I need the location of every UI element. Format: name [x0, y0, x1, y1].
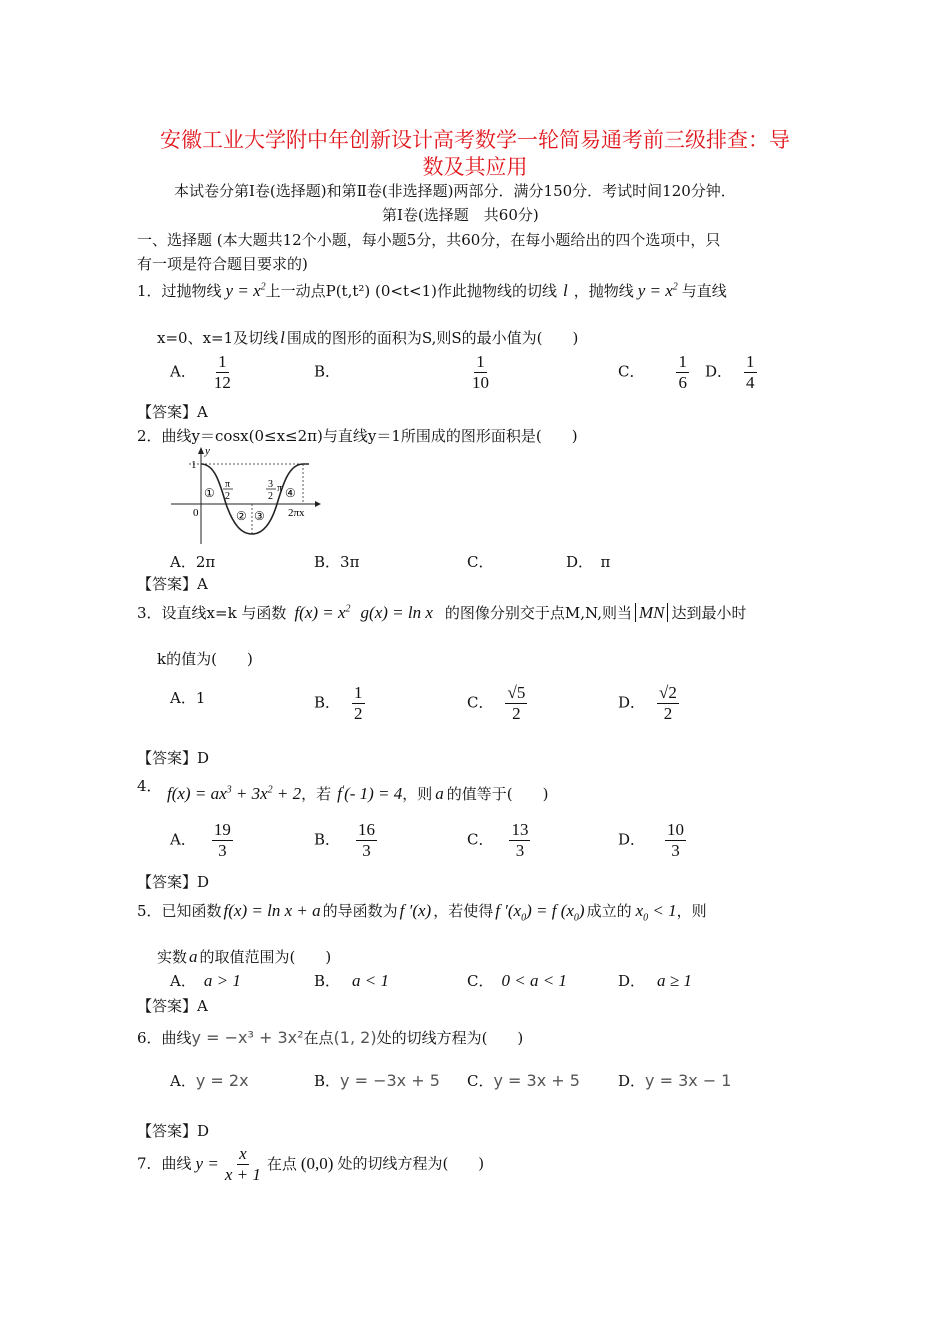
question-2-option-d[interactable]: D． π — [566, 553, 611, 571]
question-2-option-c[interactable]: C． — [467, 553, 494, 571]
graph-one-label: 1 — [191, 459, 197, 471]
question-5-stem: 5．已知函数 f(x) = ln x + a 的导函数为 f ′(x) ，若使得 f $'(x_0) = f$ $(x_0)$ 成立的 $x_0 < 1$，则 — [137, 901, 707, 924]
question-1-answer: 【答案】A — [137, 403, 208, 421]
question-5-option-c[interactable]: C． 0 < a < 1 — [467, 971, 567, 990]
intro-line: 本试卷分第Ⅰ卷(选择题)和第Ⅱ卷(非选择题)两部分．满分150分．考试时间120分钟． — [174, 182, 736, 200]
question-3-option-a[interactable]: A．1 — [170, 689, 206, 707]
cosine-graph — [165, 444, 325, 549]
question-6-option-d[interactable]: D．y = 3x − 1 — [618, 1071, 732, 1090]
region-4-label: ④ — [285, 486, 296, 500]
section-heading-line2: 有一项是符合题目要求的) — [137, 255, 308, 273]
question-3-stem-line2: k的值为( ) — [157, 650, 253, 668]
question-2-answer: 【答案】A — [137, 575, 208, 593]
question-1-option-d[interactable]: D． $\frac{1}{4}$ — [705, 352, 755, 392]
question-4-option-d[interactable]: D． $\frac{10}{3}$ — [618, 820, 685, 860]
question-5-option-b[interactable]: B． a < 1 — [314, 971, 390, 990]
graph-y-label: y — [205, 445, 210, 457]
page-title: 安徽工业大学附中年创新设计高考数学一轮简易通考前三级排查：导 — [160, 128, 790, 152]
graph-pi-label: π — [225, 479, 231, 490]
graph-origin-label: 0 — [193, 507, 199, 519]
question-7-stem: 7．曲线 y = $\frac{x}{x + 1}$ 在点 (0,0) 处的切线方程为( ) — [137, 1144, 485, 1184]
question-1-stem: 1．过抛物线 $y = x^2$上一动点P(t,t²) (0<t<1)作此抛物线的切线 l ，抛物线 $y = x^2$ 与直线 — [137, 281, 727, 300]
region-1-label: ① — [204, 486, 215, 500]
question-6-option-a[interactable]: A．y = 2x — [170, 1071, 249, 1090]
question-1-option-c[interactable]: C． $\frac{1}{6}$ — [618, 352, 687, 392]
volume-heading: 第Ⅰ卷(选择题 共60分) — [382, 206, 539, 224]
question-3-answer: 【答案】D — [137, 749, 210, 767]
question-4-stem: $f(x) = ax^3 + 3x^2 + 2$，若 f′(- 1) = 4，则 a 的值等于( ) — [167, 784, 549, 803]
question-2-stem: 2．曲线y＝cosx(0≤x≤2π)与直线y＝1所围成的图形面积是( ) — [137, 427, 578, 445]
section-heading: 一、选择题 (本大题共12个小题，每小题5分，共60分，在每小题给出的四个选项中，只 — [137, 231, 721, 249]
question-3-option-c[interactable]: C． $\frac{√5}{2}$ — [467, 683, 526, 723]
question-4-option-a[interactable]: A． $\frac{19}{3}$ — [170, 820, 231, 860]
question-6-answer: 【答案】D — [137, 1122, 210, 1140]
question-4-answer: 【答案】D — [137, 873, 210, 891]
question-4-option-b[interactable]: B． $\frac{16}{3}$ — [314, 820, 376, 860]
graph-two-label: 2 — [225, 491, 230, 502]
question-6-option-c[interactable]: C．y = 3x + 5 — [467, 1071, 580, 1090]
graph-x-label: 2πx — [288, 507, 305, 519]
question-3-option-b[interactable]: B． $\frac{1}{2}$ — [314, 683, 363, 723]
question-1-option-b[interactable]: B． $\frac{1}{10}$ — [314, 352, 490, 392]
question-3-stem: 3．设直线x=k 与函数 $f(x) = x^2$ g(x) = ln x 的图像分别交于点M,N,则当 MN 达到最小时 — [137, 603, 747, 622]
question-1-option-a[interactable]: A． $\frac{1}{12}$ — [170, 352, 231, 392]
question-4-number: 4． — [137, 777, 162, 795]
graph-three-label: 3 — [268, 479, 273, 490]
question-1-stem-line2: x=0、x=1及切线 l 围成的图形的面积为S,则S的最小值为( ) — [157, 328, 579, 347]
question-5-option-d[interactable]: D． a ≥ 1 — [618, 971, 692, 990]
question-6-option-b[interactable]: B．y = −3x + 5 — [314, 1071, 440, 1090]
question-3-option-d[interactable]: D． $\frac{√2}{2}$ — [618, 683, 677, 723]
question-5-answer: 【答案】A — [137, 997, 208, 1015]
question-6-stem: 6．曲线y = −x³ + 3x²在点(1, 2)处的切线方程为( ) — [137, 1028, 524, 1047]
region-2-label: ② — [236, 509, 247, 523]
question-2-option-a[interactable]: A．2π — [170, 553, 216, 571]
question-5-option-a[interactable]: A． a > 1 — [170, 971, 241, 990]
question-5-stem-line2: 实数 a 的取值范围为( ) — [157, 947, 332, 966]
question-2-option-b[interactable]: B．3π — [314, 553, 360, 571]
graph-two-label-b: 2 — [268, 491, 273, 502]
question-4-option-c[interactable]: C． $\frac{13}{3}$ — [467, 820, 529, 860]
region-3-label: ③ — [254, 509, 265, 523]
graph-pi-label-b: π — [277, 483, 283, 494]
page-title-line2: 数及其应用 — [422, 155, 528, 179]
